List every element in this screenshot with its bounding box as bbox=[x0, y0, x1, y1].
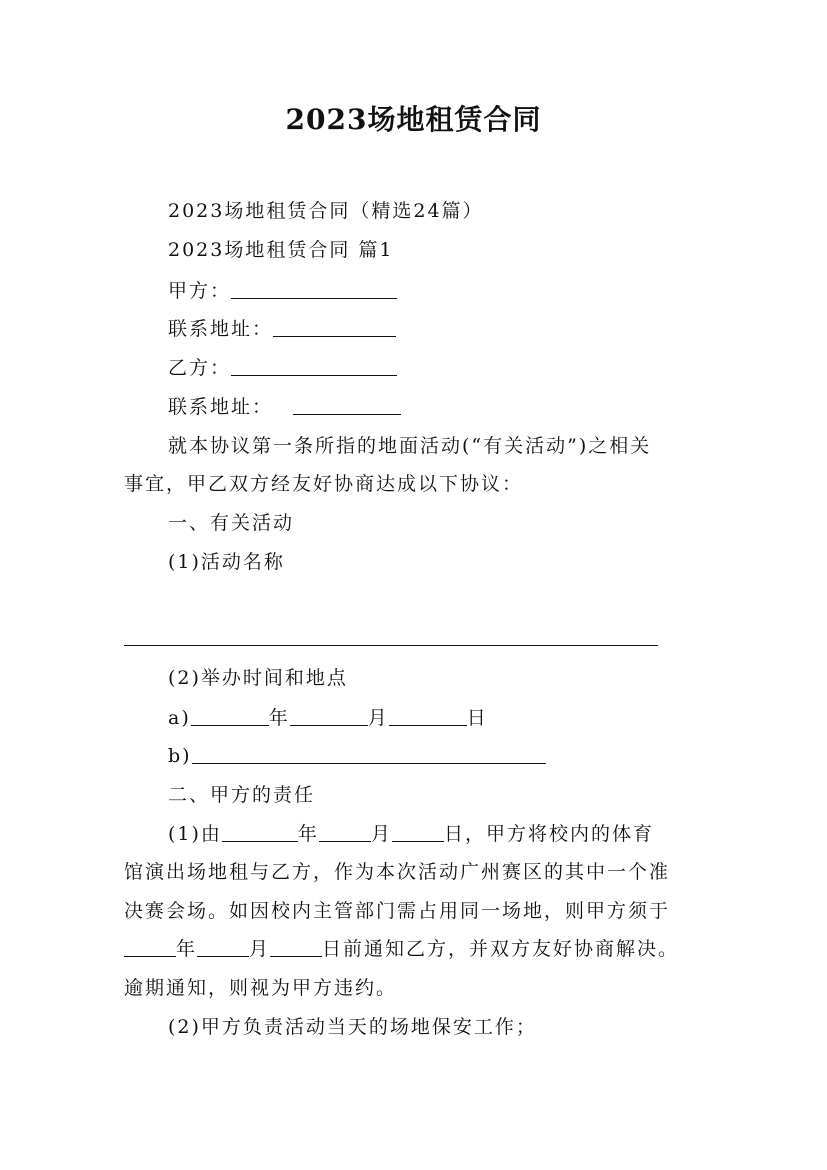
party-a-blank[interactable] bbox=[231, 278, 397, 299]
month-blank[interactable] bbox=[290, 705, 368, 726]
month-blank[interactable] bbox=[319, 821, 371, 842]
year-label: 年 bbox=[268, 707, 290, 729]
party-a-label: 甲方： bbox=[168, 280, 232, 302]
clause-1-line-5: 逾期通知，则视为甲方违约。 bbox=[124, 977, 398, 999]
year-blank[interactable] bbox=[124, 936, 176, 957]
location-line-b bbox=[168, 742, 546, 770]
month-label: 月 bbox=[370, 823, 392, 845]
clause-1-text: 日前通知乙方，并双方友好协商解决。 bbox=[322, 938, 680, 960]
date-line-a bbox=[168, 704, 488, 732]
party-a-line bbox=[168, 277, 397, 305]
clause-1-text: 日，甲方将校内的体育 bbox=[443, 823, 654, 845]
year-label: 年 bbox=[297, 823, 319, 845]
month-label: 月 bbox=[249, 938, 271, 960]
date-prefix-a: a) bbox=[168, 707, 191, 729]
year-blank[interactable] bbox=[191, 705, 269, 726]
contact-address-blank[interactable] bbox=[273, 316, 396, 337]
party-b-line bbox=[168, 354, 397, 382]
section-2-title: 二、甲方的责任 bbox=[168, 784, 316, 806]
intro-line-1: 就本协议第一条所指的地面活动(“有关活动”)之相关 bbox=[168, 435, 652, 457]
clause-1-line-1 bbox=[168, 820, 654, 848]
clause-1-line-3: 决赛会场。如因校内主管部门需占用同一场地，则甲方须于 bbox=[124, 900, 671, 922]
clause-1-prefix: (1)由 bbox=[168, 823, 222, 845]
day-blank[interactable] bbox=[389, 705, 467, 726]
section-heading: 2023场地租赁合同 篇1 bbox=[168, 239, 394, 261]
contact-address-line-2 bbox=[168, 393, 401, 421]
month-label: 月 bbox=[367, 707, 389, 729]
year-blank[interactable] bbox=[222, 821, 298, 842]
location-prefix-b: b) bbox=[168, 745, 192, 767]
item-2-label: (2)举办时间和地点 bbox=[168, 667, 348, 689]
month-blank[interactable] bbox=[197, 936, 249, 957]
clause-2: (2)甲方负责活动当天的场地保安工作； bbox=[168, 1016, 537, 1038]
location-blank[interactable] bbox=[192, 743, 546, 764]
document-title: 2023场地租赁合同 bbox=[285, 103, 542, 136]
contact-address-label: 联系地址： bbox=[168, 396, 274, 418]
party-b-label: 乙方： bbox=[168, 357, 232, 379]
day-label: 日 bbox=[466, 707, 488, 729]
party-b-blank[interactable] bbox=[231, 355, 397, 376]
year-label: 年 bbox=[176, 938, 198, 960]
contact-address-blank[interactable] bbox=[293, 394, 401, 415]
subtitle: 2023场地租赁合同（精选24篇） bbox=[168, 200, 484, 222]
day-blank[interactable] bbox=[392, 821, 444, 842]
clause-1-line-2: 馆演出场地租与乙方，作为本次活动广州赛区的其中一个准 bbox=[124, 861, 671, 883]
clause-1-line-4 bbox=[124, 935, 679, 963]
contact-address-line-1 bbox=[168, 315, 396, 343]
day-blank[interactable] bbox=[270, 936, 322, 957]
section-1-title: 一、有关活动 bbox=[168, 512, 295, 534]
activity-name-blank[interactable] bbox=[124, 645, 658, 646]
contact-address-label: 联系地址： bbox=[168, 318, 274, 340]
item-1-label: (1)活动名称 bbox=[168, 551, 285, 573]
intro-line-2: 事宜，甲乙双方经友好协商达成以下协议： bbox=[124, 473, 524, 495]
